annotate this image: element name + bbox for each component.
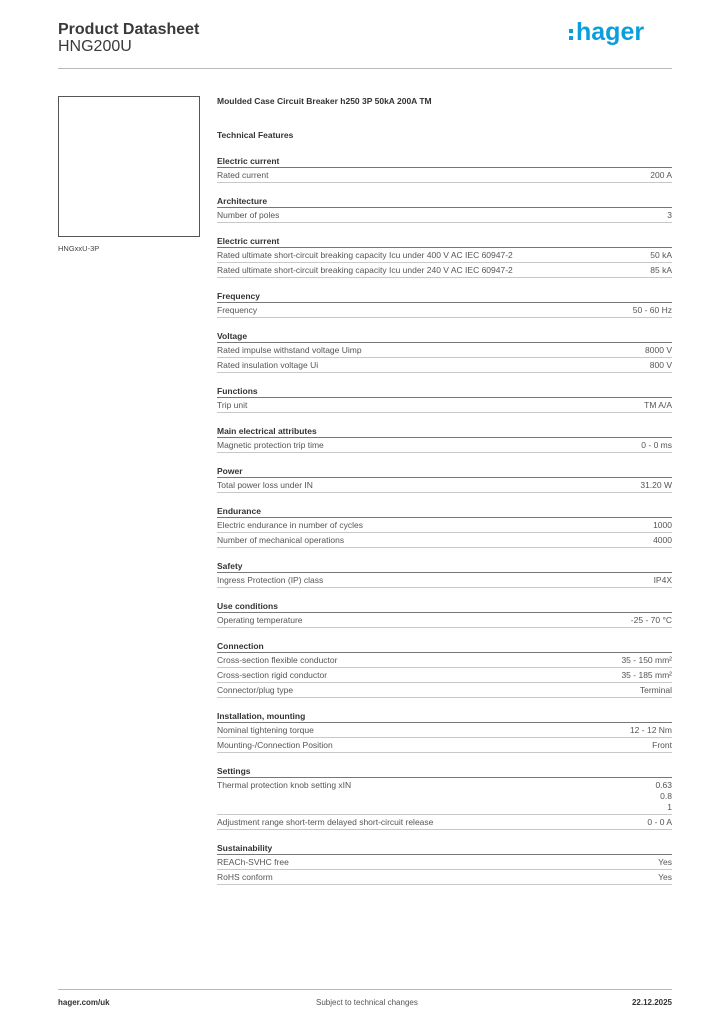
section-title: Main electrical attributes bbox=[217, 425, 672, 438]
spec-label: Number of poles bbox=[217, 210, 280, 220]
section-title: Settings bbox=[217, 765, 672, 778]
spec-section bbox=[217, 505, 672, 548]
spec-value: Yes bbox=[658, 872, 672, 882]
footer-website[interactable]: hager.com/uk bbox=[58, 998, 110, 1007]
spec-section bbox=[217, 155, 672, 183]
section-title: Electric current bbox=[217, 155, 672, 168]
spec-row bbox=[217, 358, 672, 373]
spec-table bbox=[217, 155, 672, 885]
section-gap bbox=[217, 698, 672, 710]
spec-label: Mounting-/Connection Position bbox=[217, 740, 333, 750]
spec-row bbox=[217, 478, 672, 493]
spec-label: Cross-section flexible conductor bbox=[217, 655, 338, 665]
spec-row bbox=[217, 303, 672, 318]
spec-section bbox=[217, 640, 672, 698]
technical-features-heading: Technical Features bbox=[217, 130, 294, 140]
spec-row bbox=[217, 653, 672, 668]
spec-row bbox=[217, 815, 672, 830]
spec-row bbox=[217, 613, 672, 628]
spec-row bbox=[217, 870, 672, 885]
spec-value: TM A/A bbox=[644, 400, 672, 410]
spec-value: Yes bbox=[658, 857, 672, 867]
spec-label: Operating temperature bbox=[217, 615, 303, 625]
spec-label: Thermal protection knob setting xIN bbox=[217, 780, 352, 790]
spec-label: Frequency bbox=[217, 305, 258, 315]
spec-row bbox=[217, 518, 672, 533]
spec-row bbox=[217, 778, 672, 815]
spec-section bbox=[217, 560, 672, 588]
spec-value: 0 - 0 A bbox=[647, 817, 672, 827]
product-code: HNG200U bbox=[58, 38, 132, 55]
section-gap bbox=[217, 183, 672, 195]
footer-divider bbox=[58, 989, 672, 990]
spec-row bbox=[217, 738, 672, 753]
spec-value: 1000 bbox=[653, 520, 672, 530]
header-divider bbox=[58, 68, 672, 69]
spec-label: Rated insulation voltage Ui bbox=[217, 360, 319, 370]
spec-value: 85 kA bbox=[650, 265, 672, 275]
section-gap bbox=[217, 493, 672, 505]
spec-section bbox=[217, 195, 672, 223]
section-title: Connection bbox=[217, 640, 672, 653]
section-gap bbox=[217, 318, 672, 330]
spec-section bbox=[217, 600, 672, 628]
spec-row bbox=[217, 668, 672, 683]
hager-logo bbox=[568, 14, 658, 48]
spec-row bbox=[217, 398, 672, 413]
spec-value: 4000 bbox=[653, 535, 672, 545]
spec-label: REACh-SVHC free bbox=[217, 857, 289, 867]
product-image-caption: HNGxxU-3P bbox=[58, 244, 100, 253]
spec-value: 35 - 150 mm² bbox=[621, 655, 672, 665]
spec-row bbox=[217, 168, 672, 183]
section-gap bbox=[217, 753, 672, 765]
spec-row bbox=[217, 533, 672, 548]
spec-section bbox=[217, 765, 672, 830]
spec-section bbox=[217, 235, 672, 278]
spec-row bbox=[217, 248, 672, 263]
spec-label: Rated current bbox=[217, 170, 269, 180]
section-gap bbox=[217, 373, 672, 385]
section-gap bbox=[217, 588, 672, 600]
spec-label: Rated ultimate short-circuit breaking capacity Icu under 240 V AC IEC 60947-2 bbox=[217, 265, 513, 275]
spec-label: Rated impulse withstand voltage Uimp bbox=[217, 345, 362, 355]
spec-row bbox=[217, 723, 672, 738]
section-gap bbox=[217, 830, 672, 842]
spec-value: 0.63 0.8 1 bbox=[655, 780, 672, 812]
spec-section bbox=[217, 330, 672, 373]
spec-value: Terminal bbox=[639, 685, 672, 695]
spec-label: Adjustment range short-term delayed short-circuit release bbox=[217, 817, 434, 827]
spec-value: 31.20 W bbox=[640, 480, 672, 490]
spec-section bbox=[217, 465, 672, 493]
section-gap bbox=[217, 278, 672, 290]
section-title: Functions bbox=[217, 385, 672, 398]
spec-value: IP4X bbox=[653, 575, 672, 585]
spec-label: Cross-section rigid conductor bbox=[217, 670, 328, 680]
spec-label: Connector/plug type bbox=[217, 685, 294, 695]
spec-label: Ingress Protection (IP) class bbox=[217, 575, 324, 585]
logo-dot-bottom bbox=[569, 36, 573, 40]
section-title: Architecture bbox=[217, 195, 672, 208]
spec-label: Magnetic protection trip time bbox=[217, 440, 324, 450]
section-gap bbox=[217, 628, 672, 640]
page-title: Product Datasheet bbox=[58, 21, 200, 38]
spec-label: RoHS conform bbox=[217, 872, 273, 882]
logo-text: hager bbox=[576, 18, 645, 46]
section-title: Endurance bbox=[217, 505, 672, 518]
spec-section bbox=[217, 710, 672, 753]
section-title: Sustainability bbox=[217, 842, 672, 855]
section-title: Electric current bbox=[217, 235, 672, 248]
spec-row bbox=[217, 573, 672, 588]
spec-row bbox=[217, 855, 672, 870]
spec-label: Nominal tightening torque bbox=[217, 725, 314, 735]
section-gap bbox=[217, 453, 672, 465]
spec-value: 3 bbox=[667, 210, 672, 220]
spec-value: 200 A bbox=[650, 170, 672, 180]
footer-notice: Subject to technical changes bbox=[316, 998, 418, 1007]
spec-row bbox=[217, 683, 672, 698]
spec-section bbox=[217, 842, 672, 885]
spec-value: 35 - 185 mm² bbox=[621, 670, 672, 680]
spec-row bbox=[217, 438, 672, 453]
spec-value: 0 - 0 ms bbox=[641, 440, 672, 450]
product-image-placeholder bbox=[58, 96, 200, 237]
section-gap bbox=[217, 413, 672, 425]
spec-value: -25 - 70 °C bbox=[630, 615, 672, 625]
product-name: Moulded Case Circuit Breaker h250 3P 50kA 200A TM bbox=[217, 96, 432, 106]
spec-label: Rated ultimate short-circuit breaking capacity Icu under 400 V AC IEC 60947-2 bbox=[217, 250, 513, 260]
spec-label: Electric endurance in number of cycles bbox=[217, 520, 363, 530]
footer-date: 22.12.2025 bbox=[631, 998, 672, 1007]
spec-row bbox=[217, 208, 672, 223]
spec-label: Number of mechanical operations bbox=[217, 535, 345, 545]
spec-label: Trip unit bbox=[217, 400, 248, 410]
spec-row bbox=[217, 343, 672, 358]
section-gap bbox=[217, 223, 672, 235]
spec-section bbox=[217, 385, 672, 413]
spec-value: 50 - 60 Hz bbox=[632, 305, 672, 315]
spec-value: 800 V bbox=[649, 360, 672, 370]
spec-value: 8000 V bbox=[645, 345, 672, 355]
section-title: Frequency bbox=[217, 290, 672, 303]
section-title: Voltage bbox=[217, 330, 672, 343]
spec-row bbox=[217, 263, 672, 278]
spec-value: 50 kA bbox=[650, 250, 672, 260]
section-title: Power bbox=[217, 465, 672, 478]
section-gap bbox=[217, 548, 672, 560]
spec-label: Total power loss under IN bbox=[217, 480, 313, 490]
spec-section bbox=[217, 425, 672, 453]
logo-dot-top bbox=[569, 29, 573, 33]
section-title: Use conditions bbox=[217, 600, 672, 613]
spec-value: Front bbox=[652, 740, 672, 750]
spec-value: 12 - 12 Nm bbox=[629, 725, 672, 735]
spec-section bbox=[217, 290, 672, 318]
section-title: Safety bbox=[217, 560, 672, 573]
section-title: Installation, mounting bbox=[217, 710, 672, 723]
